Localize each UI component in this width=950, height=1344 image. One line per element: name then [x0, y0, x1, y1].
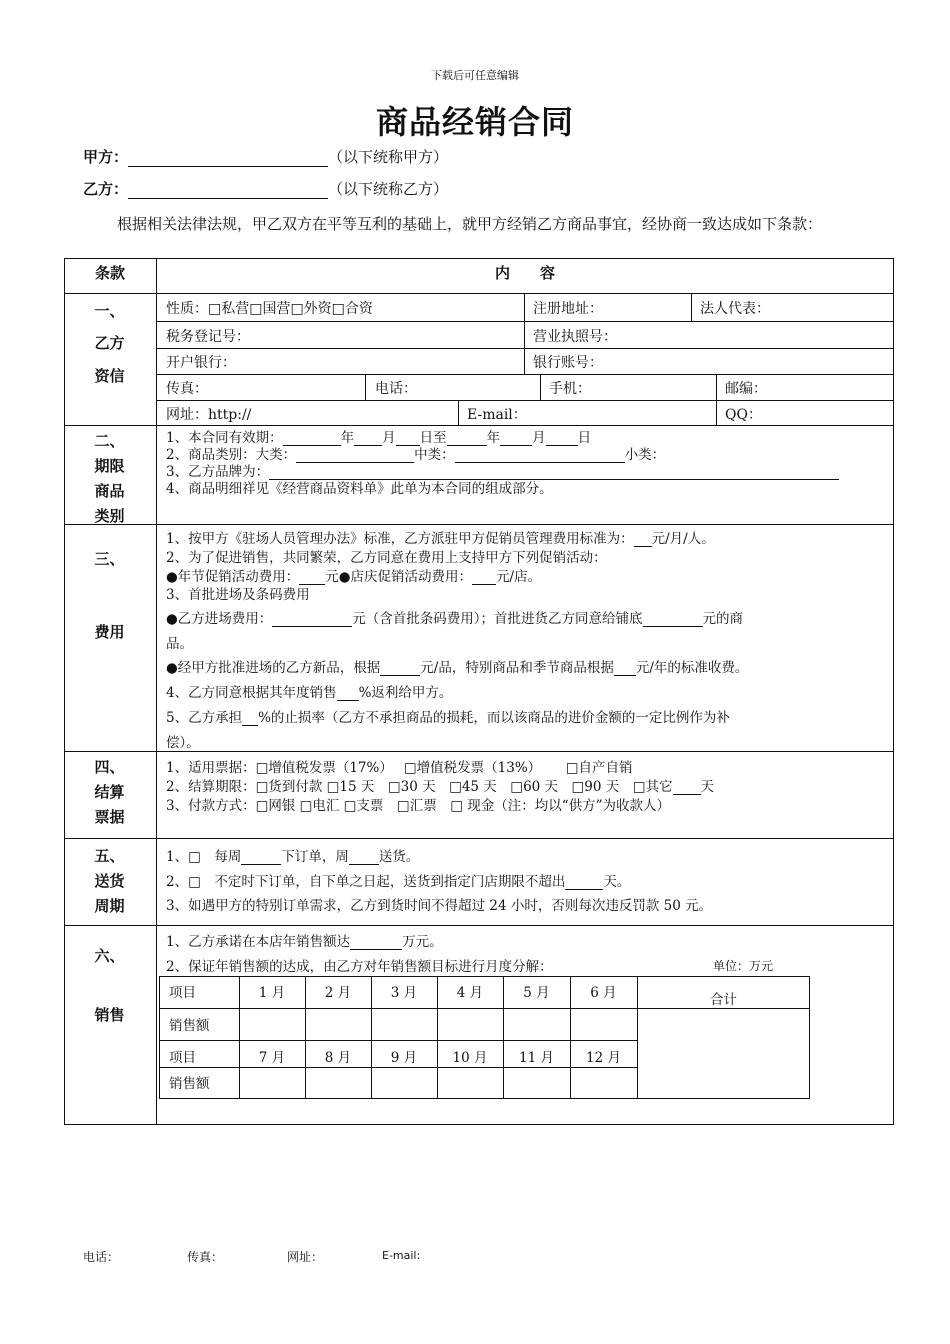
- fax-field[interactable]: 传真：: [166, 381, 208, 397]
- month-label: 8 月: [324, 1050, 352, 1066]
- registered-address[interactable]: 注册地址：: [533, 301, 603, 317]
- footer-fax: 传真：: [187, 1250, 224, 1264]
- clause-2-num: 二、: [94, 432, 125, 450]
- fee-line-3: ●年节促销活动费用： 元●店庆促销活动费用： 元/店。: [166, 569, 542, 585]
- brand-line: 3、乙方品牌为：: [166, 460, 839, 480]
- delivery-special: 3、如遇甲方的特别订单需求，乙方到货时间不得超过 24 小时，否则每次违反罚款 50 元。: [166, 898, 713, 914]
- intro-paragraph: 根据相关法律法规，甲乙双方在平等互利的基础上，就甲方经销乙方商品事宜，经协商一致达成如下条款：: [117, 215, 823, 233]
- header-content: 内 容: [494, 264, 555, 282]
- delivery-weekly[interactable]: 1、□ 每周 下订单，周 送货。: [166, 849, 420, 865]
- fee-line-5b: 品。: [166, 636, 193, 652]
- party-a-field[interactable]: [128, 151, 328, 167]
- grid-total-label: 合计: [710, 992, 737, 1008]
- month-label: 2 月: [324, 985, 352, 1001]
- top-note: 下载后可任意编辑: [431, 69, 519, 82]
- clause-3-num: 三、: [94, 550, 125, 568]
- fee-line-1: 1、按甲方《驻场人员管理办法》标准，乙方派驻甲方促销员管理费用标准为： 元/月/人。: [166, 531, 715, 547]
- month-label: 1 月: [258, 985, 286, 1001]
- fee-line-5: ●乙方进场费用： 元（含首批条码费用）；首批进货乙方同意给铺底 元的商: [166, 611, 744, 627]
- grid-sales-label-1: 销售额: [169, 1018, 210, 1034]
- month-label: 7 月: [258, 1050, 286, 1066]
- clause-5-num: 五、: [94, 847, 125, 865]
- website-field[interactable]: 网址：http://: [166, 407, 252, 423]
- payment-method[interactable]: 3、付款方式：□网银 □电汇 □支票 □汇票 □ 现金（注：均以“供方”为收款人）: [166, 798, 671, 814]
- invoice-type[interactable]: 1、适用票据：□增值税发票（17%） □增值税发票（13%） □自产自销: [166, 760, 633, 776]
- phone-field[interactable]: 电话：: [375, 381, 417, 397]
- month-label: 5 月: [523, 985, 550, 1001]
- fee-line-8: 5、乙方承担 %的止损率（乙方不承担商品的损耗，而以该商品的进价金额的一定比例作为补: [166, 710, 730, 726]
- clause-2-title-b: 商品: [94, 482, 125, 500]
- clause-4-title-a: 结算: [94, 783, 125, 801]
- clause-4-title-b: 票据: [94, 808, 125, 826]
- footer-phone: 电话：: [83, 1250, 120, 1264]
- fee-line-6: ●经甲方批准进场的乙方新品，根据 元/品，特别商品和季节商品根据 元/年的标准收费。: [166, 660, 749, 676]
- grid-item-label-2: 项目: [169, 1050, 196, 1066]
- footer-web: 网址：: [287, 1250, 324, 1264]
- month-label: 6 月: [590, 985, 617, 1001]
- fee-line-8b: 偿）。: [166, 735, 200, 751]
- footer-email: E-mail:: [382, 1249, 421, 1262]
- company-nature[interactable]: 性质：□私营□国营□外资□合资: [166, 301, 373, 317]
- bank-account[interactable]: 银行账号：: [533, 355, 603, 371]
- month-label: 10 月: [452, 1050, 488, 1066]
- clause-1-title-a: 乙方: [94, 334, 125, 352]
- mobile-field[interactable]: 手机：: [549, 381, 591, 397]
- month-label: 12 月: [586, 1050, 621, 1066]
- unit-note: 单位：万元: [713, 959, 774, 973]
- month-label: 11 月: [519, 1050, 554, 1066]
- fee-line-7: 4、乙方同意根据其年度销售 %返利给甲方。: [166, 685, 453, 701]
- clause-5-title-a: 送货: [94, 872, 125, 890]
- party-b-field[interactable]: [128, 183, 328, 199]
- clause-6-title: 销售: [94, 1006, 125, 1024]
- sales-commitment: 1、乙方承诺在本店年销售额达 万元。: [166, 934, 443, 950]
- month-label: 9 月: [390, 1050, 418, 1066]
- party-b-suffix: （以下统称乙方）: [328, 180, 449, 198]
- fee-line-2: 2、为了促进销售，共同繁荣，乙方同意在费用上支持甲方下列促销活动：: [166, 550, 607, 566]
- month-label: 4 月: [456, 985, 484, 1001]
- settlement-period[interactable]: 2、结算期限：□货到付款 □15 天 □30 天 □45 天 □60 天 □90 天 □其它 天: [166, 779, 715, 795]
- email-field[interactable]: E-mail：: [467, 407, 527, 423]
- product-detail-note: 4、商品明细祥见《经营商品资料单》此单为本合同的组成部分。: [166, 481, 553, 497]
- party-b-label: 乙方：: [83, 180, 129, 198]
- header-clause: 条款: [94, 264, 125, 282]
- clause-2-title-a: 期限: [94, 457, 125, 475]
- clause-3-title: 费用: [94, 623, 125, 641]
- party-a-label: 甲方：: [83, 148, 129, 166]
- clause-1-title-b: 资信: [94, 367, 125, 385]
- party-a-suffix: （以下统称甲方）: [328, 148, 449, 166]
- product-category: 2、商品类别：大类： 中类： 小类：: [166, 447, 666, 463]
- validity-period: 1、本合同有效期： 年 月 日至 年 月 日: [166, 430, 592, 446]
- party-a-line: [83, 146, 448, 167]
- business-license-no[interactable]: 营业执照号：: [533, 329, 617, 345]
- party-b-line: [83, 178, 448, 199]
- grid-item-label-1: 项目: [169, 985, 196, 1001]
- clause-6-num: 六、: [94, 947, 125, 965]
- qq-field[interactable]: QQ：: [725, 407, 762, 423]
- zip-field[interactable]: 邮编：: [725, 381, 767, 397]
- tax-registration-no[interactable]: 税务登记号：: [166, 329, 250, 345]
- fee-line-4: 3、首批进场及条码费用: [166, 587, 310, 603]
- sales-breakdown-note: 2、保证年销售额的达成，由乙方对年销售额目标进行月度分解：: [166, 959, 553, 975]
- clause-1-num: 一、: [94, 302, 125, 320]
- clause-5-title-b: 周期: [94, 897, 125, 915]
- delivery-irregular[interactable]: 2、□ 不定时下订单，自下单之日起，送货到指定门店期限不超出 天。: [166, 874, 631, 890]
- document-title: 商品经销合同: [375, 103, 574, 141]
- bank-name[interactable]: 开户银行：: [166, 355, 236, 371]
- clause-4-num: 四、: [94, 758, 125, 776]
- grid-sales-label-2: 销售额: [169, 1076, 210, 1092]
- clause-2-title-c: 类别: [94, 507, 125, 525]
- legal-representative[interactable]: 法人代表：: [700, 301, 770, 317]
- month-label: 3 月: [390, 985, 418, 1001]
